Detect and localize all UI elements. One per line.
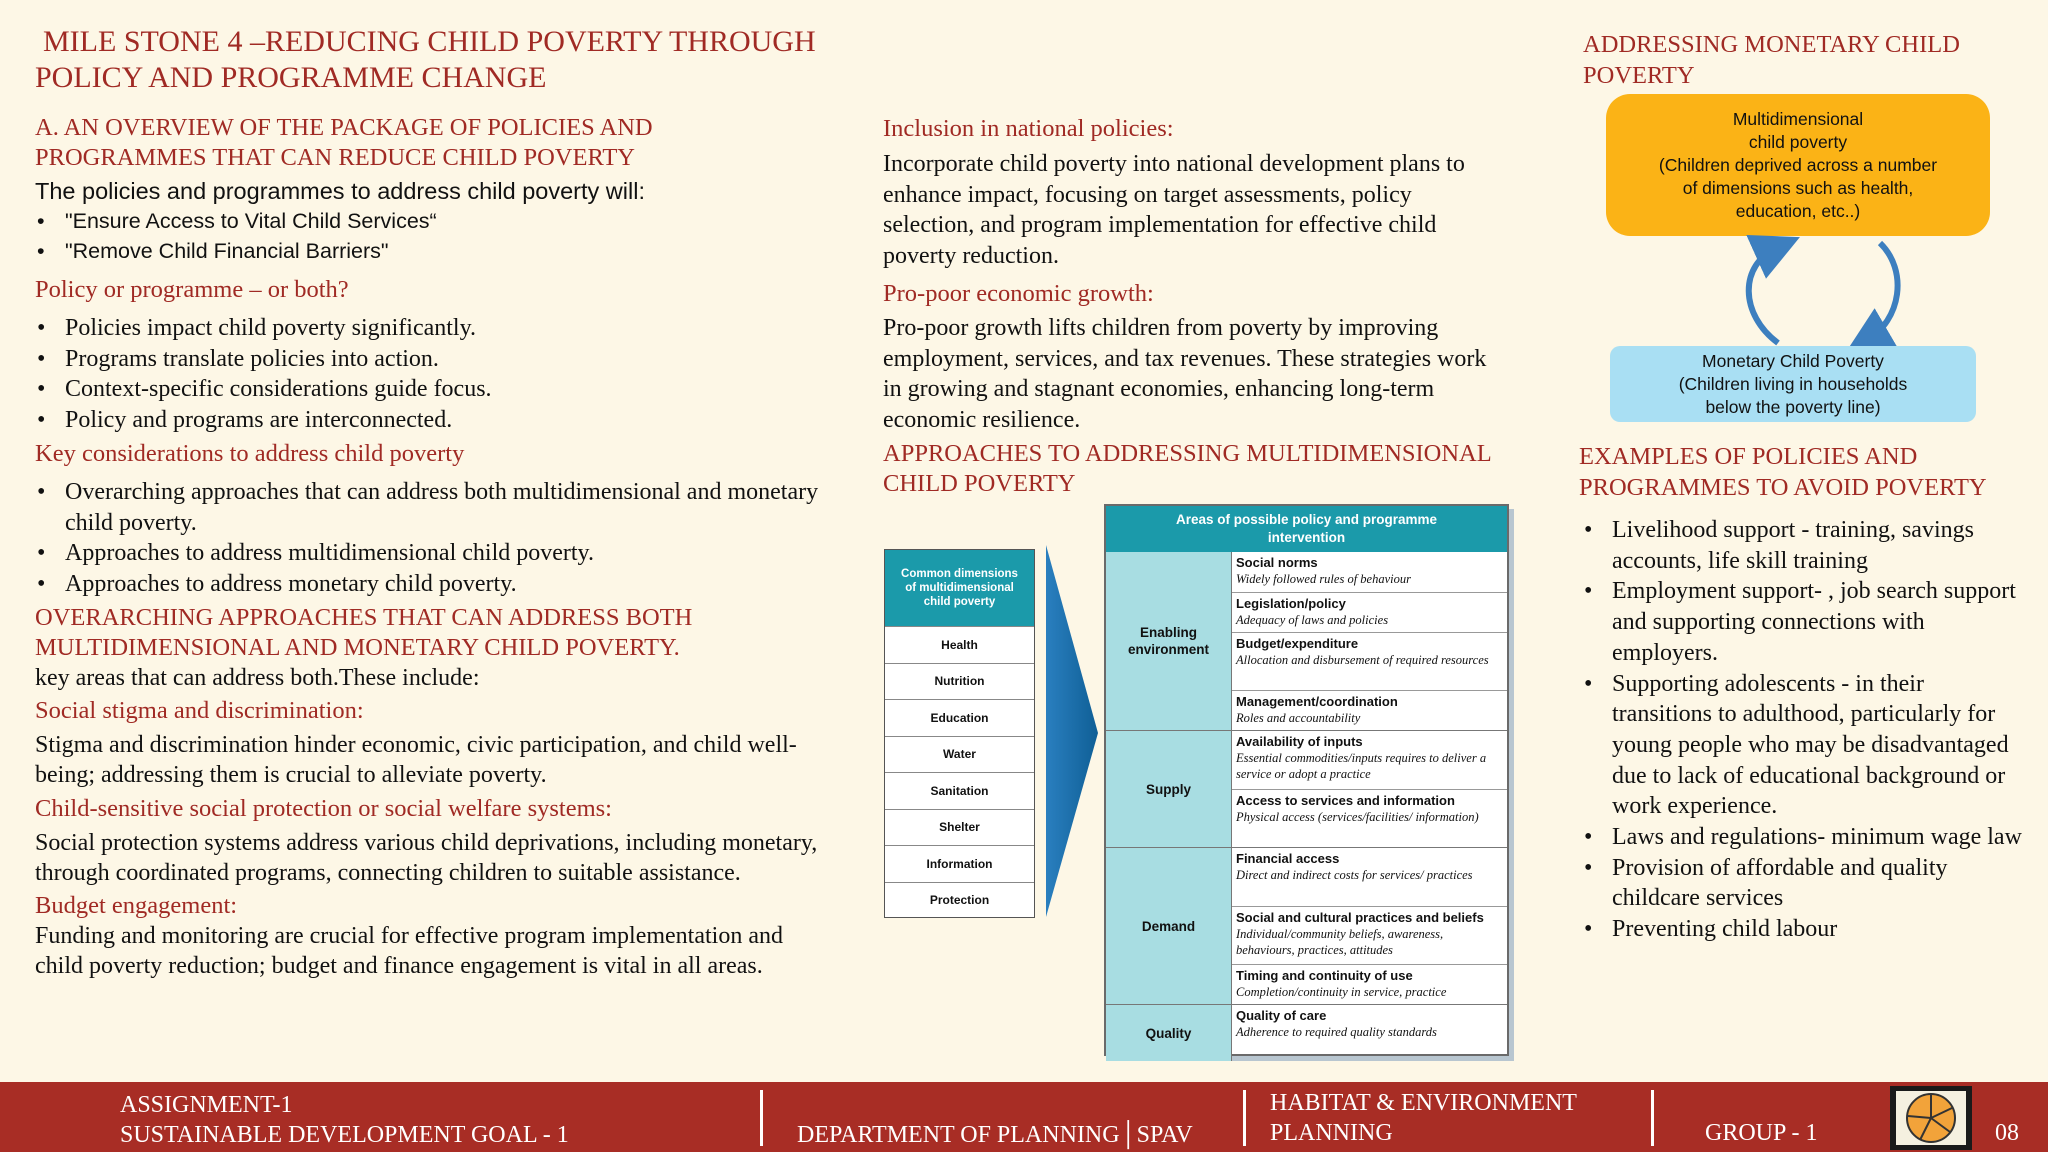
item-desc: Individual/community beliefs, awareness, behaviours, practices, attitudes	[1236, 927, 1444, 957]
left-column	[35, 113, 835, 982]
dimensions-header: Common dimensions of multidimensional child poverty	[885, 550, 1034, 626]
item-title: Legislation/policy	[1236, 596, 1346, 611]
intervention-item	[1232, 848, 1507, 906]
dimension-cell: Protection	[885, 882, 1034, 919]
item-title: Quality of care	[1236, 1008, 1327, 1023]
example-item: • Laws and regulations- minimum wage law	[1582, 822, 2022, 853]
footer-group: GROUP - 1	[1705, 1120, 1818, 1146]
key-item: • Approaches to address multidimensional child poverty.	[35, 538, 835, 569]
group-label: Supply	[1106, 731, 1232, 847]
dimensions-column	[884, 549, 1035, 918]
intervention-item	[1232, 1005, 1507, 1061]
policy-item: • Programs translate policies into action.	[35, 344, 835, 375]
dimension-cell: Water	[885, 736, 1034, 773]
overview-item: • "Ensure Access to Vital Child Services“	[35, 206, 835, 236]
examples-heading-2: PROGRAMMES TO AVOID POVERTY	[1579, 474, 1987, 501]
approaches-heading-2: CHILD POVERTY	[883, 470, 1076, 497]
examples-heading	[1579, 441, 1987, 503]
dimension-cell: Education	[885, 699, 1034, 736]
protection-heading: Child-sensitive social protection or social welfare systems:	[35, 794, 612, 822]
examples-heading-1: EXAMPLES OF POLICIES AND	[1579, 443, 1918, 470]
intervention-item	[1232, 690, 1507, 730]
mon-box-line: (Children living in households	[1678, 373, 1908, 394]
item-title: Social norms	[1236, 555, 1318, 570]
item-title: Timing and continuity of use	[1236, 968, 1413, 983]
overview-heading-2: PROGRAMMES THAT CAN REDUCE CHILD POVERTY	[35, 144, 635, 171]
policy-heading: Policy or programme – or both?	[35, 276, 349, 303]
footer-habitat-2: PLANNING	[1270, 1120, 1393, 1146]
multi-box-line: (Children deprived across a number	[1658, 154, 1938, 175]
example-item: • Preventing child labour	[1582, 914, 2022, 945]
overview-heading-1: A. AN OVERVIEW OF THE PACKAGE OF POLICIES AND	[35, 114, 653, 141]
item-title: Access to services and information	[1236, 793, 1455, 808]
item-title: Financial access	[1236, 851, 1340, 866]
intervention-item	[1232, 731, 1507, 789]
example-item: • Supporting adolescents - in their transitions to adulthood, particularly for young people who may be disadvantaged due to lack of educational background or work experience.	[1582, 669, 2022, 823]
group-enabling-environment	[1106, 552, 1507, 730]
institute-logo-icon	[1890, 1086, 1972, 1150]
group-demand	[1106, 847, 1507, 1004]
group-label: Quality	[1106, 1005, 1232, 1061]
item-desc: Allocation and disbursement of required resources	[1236, 653, 1489, 667]
policy-list	[35, 313, 835, 435]
inclusion-text: Incorporate child poverty into national development plans to enhance impact, focusing on target assessments, policy selection, and program implementation for effective child poverty reduction.	[883, 151, 1465, 269]
overview-intro: The policies and programmes to address child poverty will:	[35, 178, 645, 204]
overview-list	[35, 206, 835, 266]
dimension-cell: Health	[885, 626, 1034, 663]
overarching-heading-1: OVERARCHING APPROACHES THAT CAN ADDRESS BOTH	[35, 604, 693, 631]
inclusion-heading: Inclusion in national policies:	[883, 115, 1174, 142]
middle-column	[883, 114, 1508, 499]
mon-box-line: Monetary Child Poverty	[1702, 350, 1884, 371]
budget-heading: Budget engagement:	[35, 891, 238, 919]
monetary-heading-2: POVERTY	[1583, 62, 1695, 89]
intervention-areas-table	[1104, 504, 1509, 1056]
example-item: • Livelihood support - training, savings accounts, life skill training	[1582, 515, 2022, 576]
key-item: • Approaches to address monetary child poverty.	[35, 569, 835, 600]
item-title: Availability of inputs	[1236, 734, 1363, 749]
multi-box-line: Multidimensional	[1732, 108, 1864, 129]
policy-item: • Context-specific considerations guide focus.	[35, 374, 835, 405]
multidimensional-poverty-box	[1606, 94, 1990, 236]
propoor-text: Pro-poor growth lifts children from poverty by improving employment, services, and tax revenues. These strategies work in growing and stagnant economies, enhancing long-term economic resilience.	[883, 315, 1487, 433]
monetary-heading	[1583, 29, 1960, 91]
propoor-heading: Pro-poor economic growth:	[883, 280, 1154, 307]
footer-bar	[0, 1082, 2048, 1152]
footer-assignment: ASSIGNMENT-1	[120, 1092, 293, 1118]
intervention-item	[1232, 552, 1507, 592]
stigma-text: Stigma and discrimination hinder economic, civic participation, and child well-being; addressing them is crucial to alleviate poverty.	[35, 731, 797, 788]
footer-sdg: SUSTAINABLE DEVELOPMENT GOAL - 1	[120, 1122, 569, 1148]
intervention-item	[1232, 632, 1507, 690]
page-title-line-2: POLICY AND PROGRAMME CHANGE	[35, 61, 547, 94]
page-title-line-1: MILE STONE 4 –REDUCING CHILD POVERTY THROUGH	[43, 25, 816, 58]
item-desc: Roles and accountability	[1236, 711, 1361, 725]
dimension-cell: Information	[885, 845, 1034, 882]
footer-divider	[760, 1090, 763, 1146]
footer-page-number: 08	[1995, 1120, 2019, 1146]
footer-habitat-1: HABITAT & ENVIRONMENT	[1270, 1090, 1577, 1116]
dimension-cell: Nutrition	[885, 663, 1034, 700]
item-desc: Physical access (services/facilities/ information)	[1236, 810, 1479, 824]
multi-box-line: education, etc..)	[1735, 200, 1861, 221]
item-title: Budget/expenditure	[1236, 636, 1359, 651]
item-desc: Adequacy of laws and policies	[1236, 613, 1389, 627]
example-item: • Employment support- , job search support and supporting connections with employers.	[1582, 576, 2022, 668]
footer-department: DEPARTMENT OF PLANNING│SPAV	[797, 1122, 1193, 1148]
mon-box-line: below the poverty line)	[1705, 396, 1881, 417]
budget-text: Funding and monitoring are crucial for effective program implementation and child poverty reduction; budget and finance engagement is vital in all areas.	[35, 922, 783, 979]
cycle-arrows-icon	[1730, 235, 1910, 350]
group-label: Demand	[1106, 848, 1232, 1004]
stigma-heading: Social stigma and discrimination:	[35, 696, 364, 724]
key-list	[35, 477, 835, 599]
group-quality	[1106, 1004, 1507, 1061]
item-desc: Essential commodities/inputs requires to deliver a service or adopt a practice	[1236, 751, 1487, 781]
policy-item: • Policies impact child poverty significantly.	[35, 313, 835, 344]
dimension-cell: Sanitation	[885, 772, 1034, 809]
key-heading: Key considerations to address child poverty	[35, 440, 465, 467]
monetary-heading-1: ADDRESSING MONETARY CHILD	[1583, 31, 1960, 58]
examples-list	[1582, 515, 2022, 945]
monetary-poverty-box	[1610, 346, 1976, 422]
dimension-cell: Shelter	[885, 809, 1034, 846]
group-supply	[1106, 730, 1507, 847]
overarching-intro: key areas that can address both.These include:	[35, 665, 480, 691]
overarching-heading-2: MULTIDIMENSIONAL AND MONETARY CHILD POVERTY.	[35, 634, 680, 661]
intervention-item	[1232, 964, 1507, 1004]
footer-divider	[1243, 1090, 1246, 1146]
overview-item: • "Remove Child Financial Barriers"	[35, 236, 835, 266]
item-desc: Adherence to required quality standards	[1236, 1025, 1437, 1039]
intervention-item	[1232, 592, 1507, 632]
approaches-heading-1: APPROACHES TO ADDRESSING MULTIDIMENSIONAL	[883, 440, 1492, 467]
footer-divider	[1651, 1090, 1654, 1146]
policy-item: • Policy and programs are interconnected.	[35, 405, 835, 436]
example-item: • Provision of affordable and quality childcare services	[1582, 853, 2022, 914]
multi-box-line: child poverty	[1748, 131, 1848, 152]
protection-text: Social protection systems address various child deprivations, including monetary, through coordinated programs, connecting children to suitable assistance.	[35, 829, 818, 886]
item-title: Management/coordination	[1236, 694, 1398, 709]
flow-arrow-icon	[1040, 545, 1102, 920]
item-title: Social and cultural practices and beliefs	[1236, 910, 1484, 925]
item-desc: Direct and indirect costs for services/ practices	[1236, 868, 1473, 882]
intervention-item	[1232, 906, 1507, 964]
intervention-item	[1232, 789, 1507, 847]
areas-header: Areas of possible policy and programme intervention	[1106, 506, 1507, 552]
group-label: Enabling environment	[1106, 552, 1232, 730]
key-item: • Overarching approaches that can address both multidimensional and monetary child poverty.	[35, 477, 835, 538]
item-desc: Completion/continuity in service, practice	[1236, 985, 1447, 999]
item-desc: Widely followed rules of behaviour	[1236, 572, 1411, 586]
multi-box-line: of dimensions such as health,	[1682, 177, 1914, 198]
